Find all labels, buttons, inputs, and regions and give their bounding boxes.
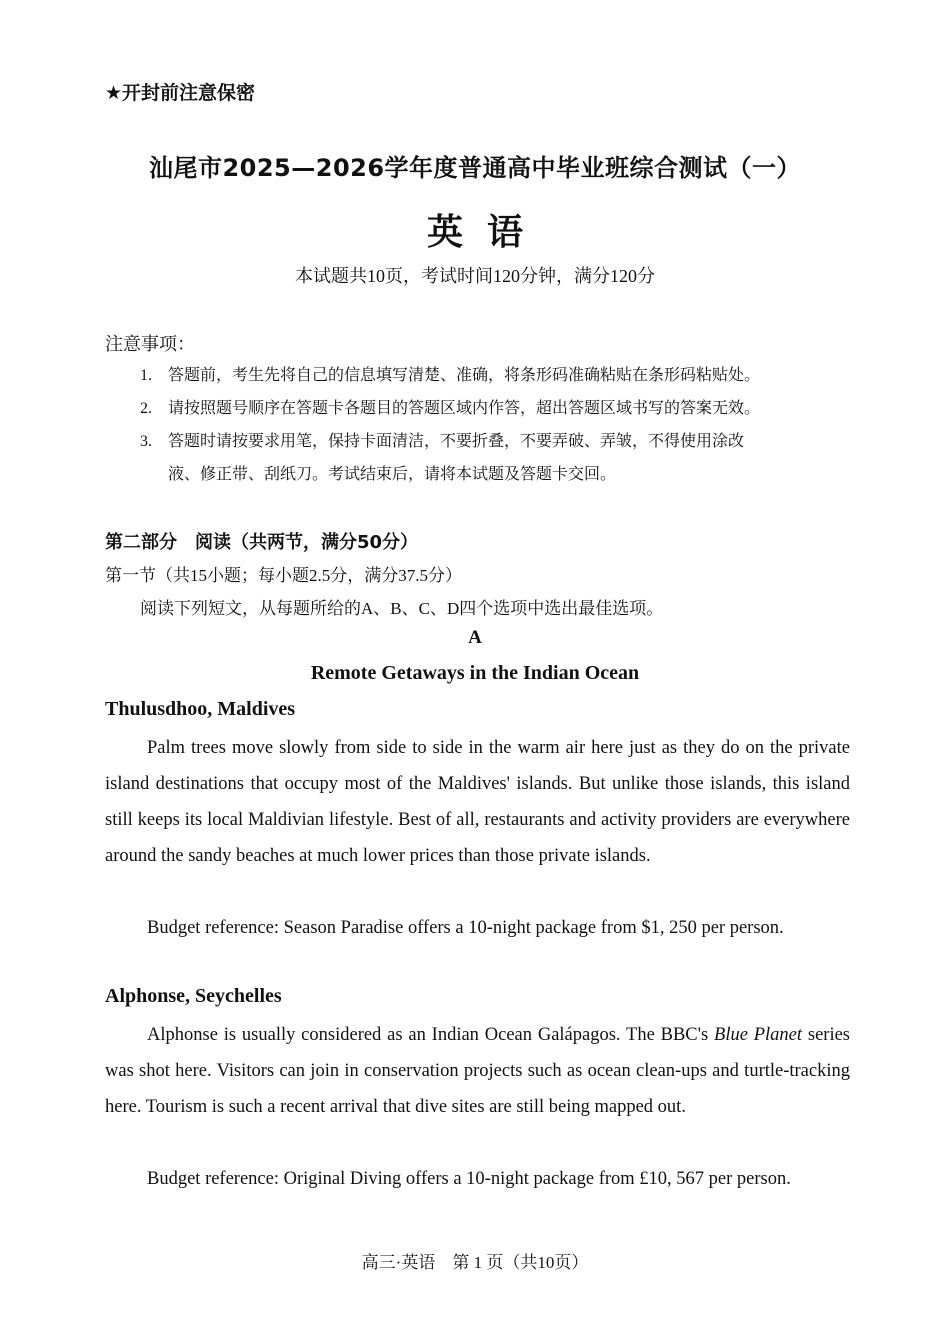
exam-info: 本试题共10页，考试时间120分钟，满分120分 bbox=[295, 266, 655, 286]
notice-item-text: 答题前，考生先将自己的信息填写清楚、准确，将条形码准确粘贴在条形码粘贴处。 bbox=[168, 367, 761, 384]
passage-title: Remote Getaways in the Indian Ocean bbox=[310, 662, 640, 684]
budget-reference-alphonse: Budget reference: Original Diving offers a 10-night package from £10, 567 per person. bbox=[147, 1169, 791, 1189]
paragraph-text: series was shot here. Visitors can join in conservation projects such as ocean clean-ups and turtle-tracking here. Tourism is such a recent arrival that dive sites are still being mapped out. bbox=[105, 1025, 850, 1117]
destination-paragraph-thulusdhoo: Palm trees move slowly from side to side in the warm air here just as they do on the private island destinations that occupy most of the Maldives' islands. But unlike those islands, this island still keeps its local Maldivian lifestyle. Best of all, restaurants and activity providers are everywhere around the sandy beaches at much lower prices than those private islands. bbox=[105, 738, 850, 866]
notice-item-text: 答题时请按要求用笔，保持卡面清洁，不要折叠，不要弄破、弄皱，不得使用涂改 bbox=[168, 433, 745, 450]
notice-item-number: 1. bbox=[140, 367, 152, 384]
part-heading: 第二部分 阅读（共两节，满分50分） bbox=[105, 532, 419, 553]
destination-title-alphonse: Alphonse, Seychelles bbox=[105, 985, 282, 1007]
destination-title-thulusdhoo: Thulusdhoo, Maldives bbox=[105, 698, 296, 720]
notice-item-1 bbox=[140, 359, 852, 392]
budget-reference-thulusdhoo: Budget reference: Season Paradise offers a 10-night package from $1, 250 per person. bbox=[147, 918, 784, 938]
notice-item-2 bbox=[140, 392, 852, 425]
confidential-notice: ★开封前注意保密 bbox=[105, 82, 256, 104]
passage-label: A bbox=[468, 627, 482, 648]
section-heading: 第一节（共15小题；每小题2.5分，满分37.5分） bbox=[105, 566, 462, 585]
notice-item-text: 请按照题号顺序在答题卡各题目的答题区域内作答，超出答题区域书写的答案无效。 bbox=[168, 400, 761, 417]
exam-title: 汕尾市2025—2026学年度普通高中毕业班综合测试（一） bbox=[148, 154, 802, 182]
paragraph-text: Alphonse is usually considered as an Indian Ocean Galápagos. The BBC's bbox=[147, 1025, 715, 1045]
destination-paragraph-alphonse bbox=[105, 1017, 850, 1125]
notice-item-3 bbox=[140, 425, 852, 491]
subject-title: 英语 bbox=[426, 212, 547, 252]
notice-item-number: 3. bbox=[140, 433, 152, 450]
page-footer: 高三·英语 第 1 页（共10页） bbox=[361, 1253, 589, 1272]
notice-item-number: 2. bbox=[140, 400, 152, 417]
series-title: Blue Planet bbox=[714, 1025, 803, 1045]
reading-instruction: 阅读下列短文，从每题所给的A、B、C、D四个选项中选出最佳选项。 bbox=[140, 599, 664, 618]
notice-heading: 注意事项： bbox=[105, 334, 195, 354]
notice-item-continuation: 液、修正带、刮纸刀。考试结束后，请将本试题及答题卡交回。 bbox=[168, 466, 617, 483]
